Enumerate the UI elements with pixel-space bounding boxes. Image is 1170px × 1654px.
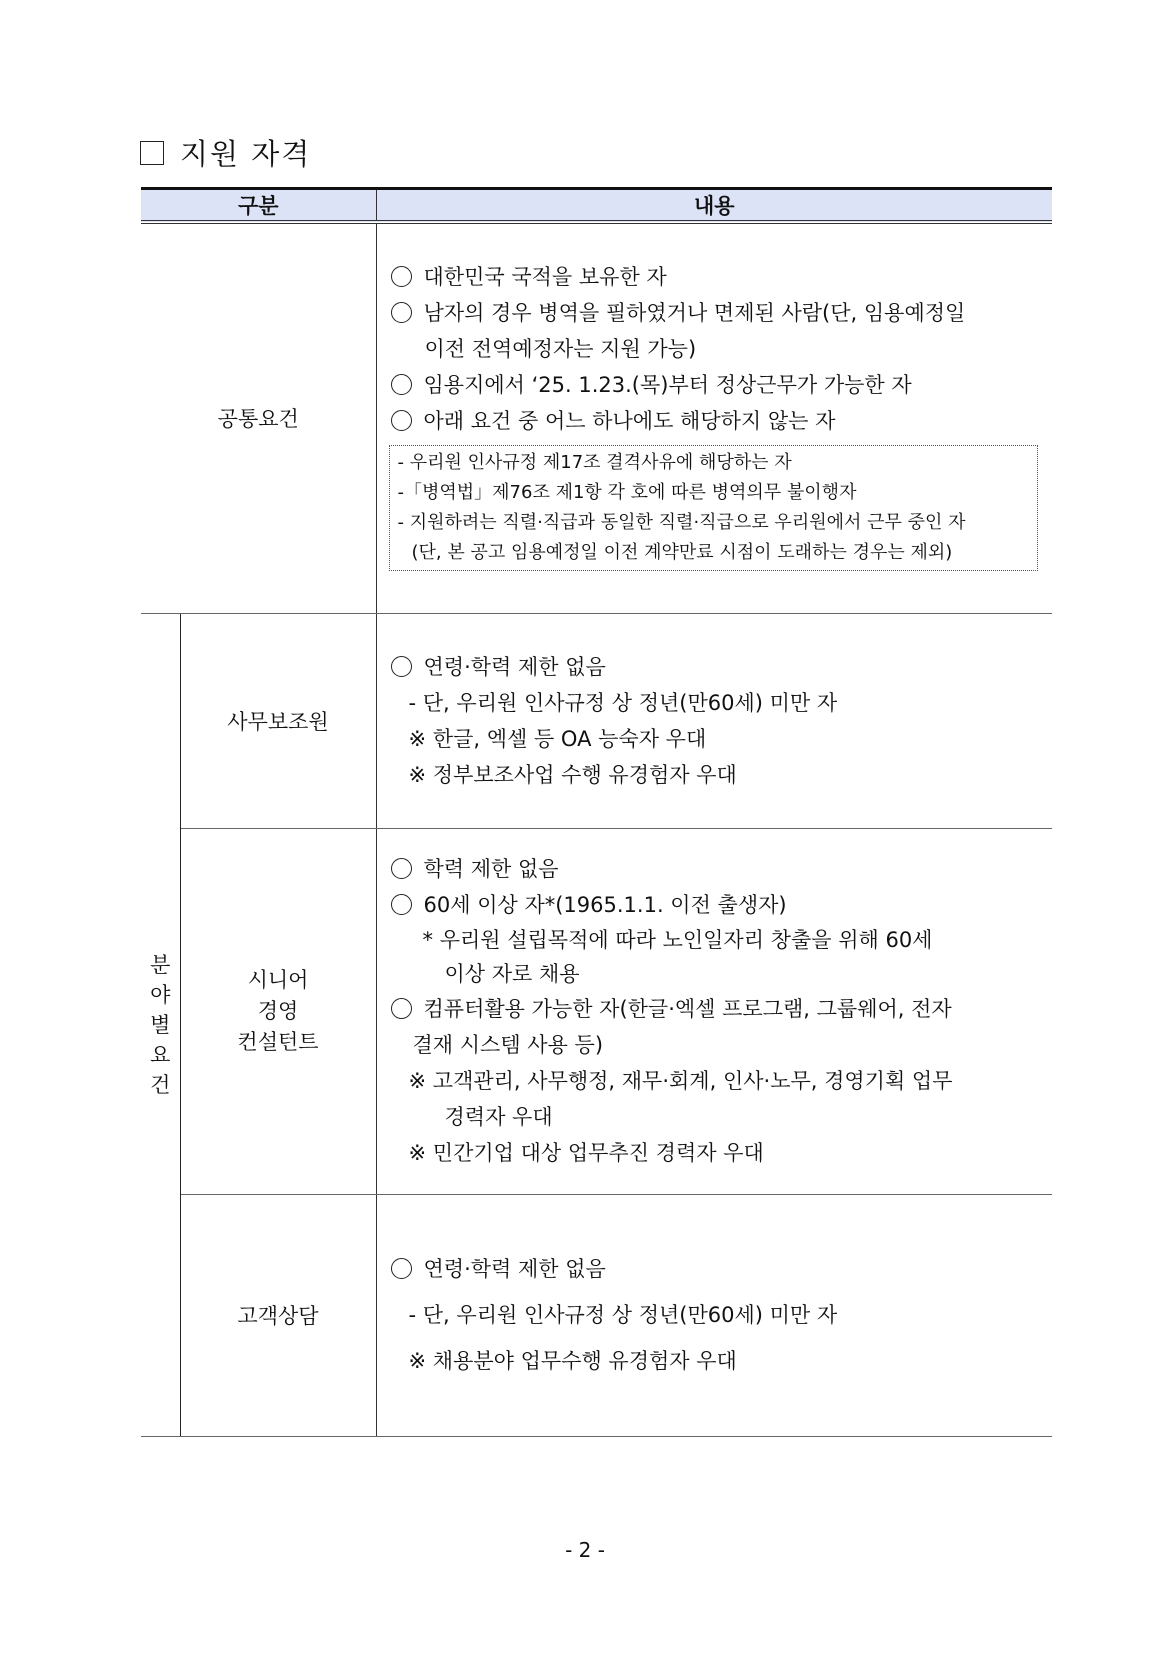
empty-square-icon: [140, 141, 164, 165]
eligibility-table: [141, 187, 1052, 1437]
box-item: (단, 본 공고 임용예정일 이전 계약만료 시점이 도래하는 경우는 제외): [411, 542, 953, 564]
item-text: ※ 한글, 엑셀 등 OA 능숙자 우대: [408, 726, 707, 751]
group-char: 요: [150, 1042, 171, 1067]
item-text: ※ 정부보조사업 수행 유경험자 우대: [408, 762, 737, 787]
item-text: 연령·학력 제한 없음: [423, 654, 606, 679]
box-item: -「병역법」제76조 제1항 각 호에 따른 병역의무 불이행자: [397, 482, 857, 504]
field-content: [376, 613, 1052, 828]
field-label: [180, 828, 376, 1194]
circle-bullet-icon: [391, 894, 412, 915]
page-number: - 2 -: [565, 1538, 605, 1562]
group-char: 건: [150, 1072, 171, 1097]
circle-bullet-icon: [391, 656, 412, 677]
field-row-customer-counseling: [141, 1194, 1052, 1436]
label-line: 시니어: [247, 967, 309, 992]
circle-bullet-icon: [391, 266, 412, 287]
item-text: 학력 제한 없음: [423, 857, 559, 881]
common-label: 공통요건: [141, 222, 376, 613]
section-title: [140, 132, 311, 173]
item-text: ※ 채용분야 업무수행 유경험자 우대: [408, 1349, 737, 1373]
field-content: [376, 828, 1052, 1194]
common-content: [376, 222, 1052, 613]
item-text: 대한민국 국적을 보유한 자: [423, 265, 667, 290]
item-text: 임용지에서 ‘25. 1.23.(목)부터 정상근무가 가능한 자: [423, 373, 912, 398]
field-row-office-assistant: [141, 613, 1052, 828]
circle-bullet-icon: [391, 410, 412, 431]
field-content: [376, 1194, 1052, 1436]
item-text: - 단, 우리원 인사규정 상 정년(만60세) 미만 자: [408, 690, 838, 715]
circle-bullet-icon: [391, 374, 412, 395]
item-text: 아래 요건 중 어느 하나에도 해당하지 않는 자: [423, 409, 836, 434]
item-text: 결재 시스템 사용 등): [412, 1033, 604, 1057]
label-line: 경영: [257, 998, 299, 1023]
circle-bullet-icon: [391, 302, 412, 323]
item-text: 이상 자로 채용: [444, 962, 580, 986]
header-content: 내용: [376, 189, 1052, 223]
circle-bullet-icon: [391, 998, 412, 1019]
circle-bullet-icon: [391, 1258, 412, 1279]
item-text: * 우리원 설립목적에 따라 노인일자리 창출을 위해 60세: [422, 928, 933, 952]
group-char: 별: [150, 1012, 171, 1037]
box-item: - 지원하려는 직렬·직급과 동일한 직렬·직급으로 우리원에서 근무 중인 자: [397, 512, 966, 534]
item-text: - 단, 우리원 인사규정 상 정년(만60세) 미만 자: [408, 1303, 838, 1327]
item-text: 60세 이상 자*(1965.1.1. 이전 출생자): [423, 893, 787, 917]
field-label: 사무보조원: [180, 613, 376, 828]
group-char: 분: [150, 952, 171, 977]
common-requirements-row: [141, 222, 1052, 613]
label-line: 컨설턴트: [237, 1029, 319, 1054]
field-row-senior-consultant: [141, 828, 1052, 1194]
circle-bullet-icon: [391, 858, 412, 879]
disqualification-box: [389, 445, 1038, 571]
header-category: 구분: [141, 189, 376, 223]
group-char: 야: [150, 982, 171, 1007]
item-text: 컴퓨터활용 가능한 자(한글·엑셀 프로그램, 그룹웨어, 전자: [423, 997, 952, 1021]
item-text: 경력자 우대: [444, 1105, 553, 1129]
item-text: ※ 민간기업 대상 업무추진 경력자 우대: [408, 1141, 764, 1165]
item-text: 남자의 경우 병역을 필하였거나 면제된 사람(단, 임용예정일: [423, 301, 966, 326]
box-item: - 우리원 인사규정 제17조 결격사유에 해당하는 자: [397, 452, 792, 474]
item-text: ※ 고객관리, 사무행정, 재무·회계, 인사·노무, 경영기획 업무: [408, 1069, 953, 1093]
field-label: 고객상담: [180, 1194, 376, 1436]
item-text: 연령·학력 제한 없음: [423, 1257, 606, 1281]
section-title-text: 지원 자격: [180, 137, 312, 171]
field-group-label: [141, 613, 180, 1436]
item-text: 이전 전역예정자는 지원 가능): [424, 337, 697, 362]
